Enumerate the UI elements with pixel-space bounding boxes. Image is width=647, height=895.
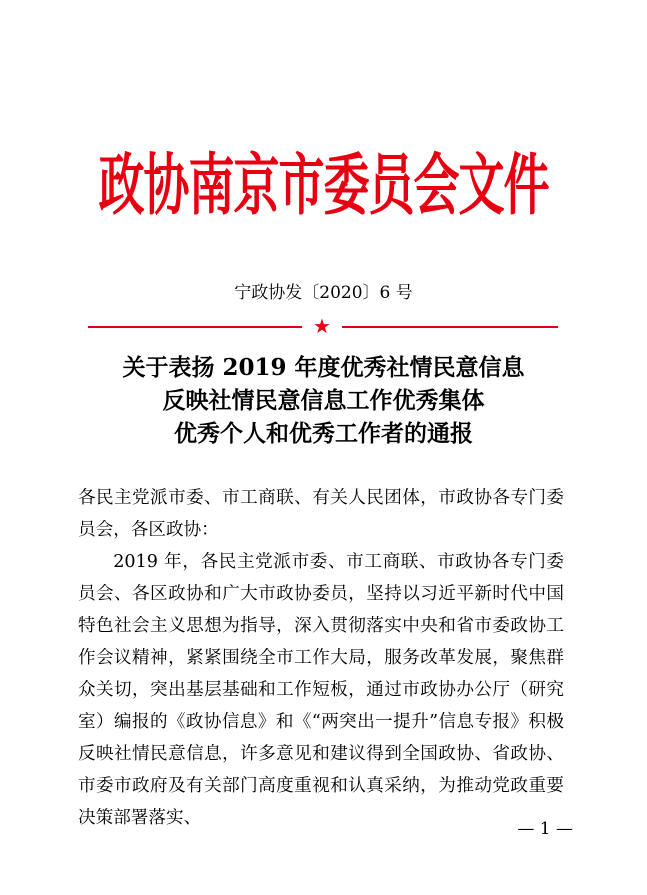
- red-divider: [88, 314, 558, 338]
- page-number: — 1 —: [517, 819, 573, 839]
- title-line: 反映社情民意信息工作优秀集体: [162, 387, 485, 414]
- star-icon: ★: [313, 314, 331, 338]
- document-body: [78, 482, 564, 834]
- title-line: 关于表扬 2019 年度优秀社情民意信息: [122, 354, 525, 381]
- document-number: 宁政协发〔2020〕6 号: [234, 283, 413, 303]
- body-paragraph: 2019 年，各民主党派市委、市工商联、市政协各专门委员会、各区政协和广大市政协委员，坚持以习近平新时代中国特色社会主义思想为指导，深入贯彻落实中央和省市委政协工作会议精神，紧紧围绕全市工作大局，服务改革发展，聚焦群众关切，突出基层基础和工作短板，通过市政协办公厅（研究室）编报的《政协信息》和《“两突出一提升”信息专报》积极反映社情民意信息，许多意见和建议得到全国政协、省政协、市委市政府及有关部门高度重视和认真采纳，为推动党政重要决策部署落实、: [78, 552, 564, 828]
- document-title: [0, 351, 647, 450]
- title-line: 优秀个人和优秀工作者的通报: [174, 420, 473, 447]
- divider-right-rule: [342, 326, 558, 328]
- document-masthead: 政协南京市委员会文件: [98, 145, 549, 225]
- salutation: 各民主党派市委、市工商联、有关人民团体，市政协各专门委员会，各区政协：: [78, 488, 564, 540]
- divider-left-rule: [88, 326, 302, 328]
